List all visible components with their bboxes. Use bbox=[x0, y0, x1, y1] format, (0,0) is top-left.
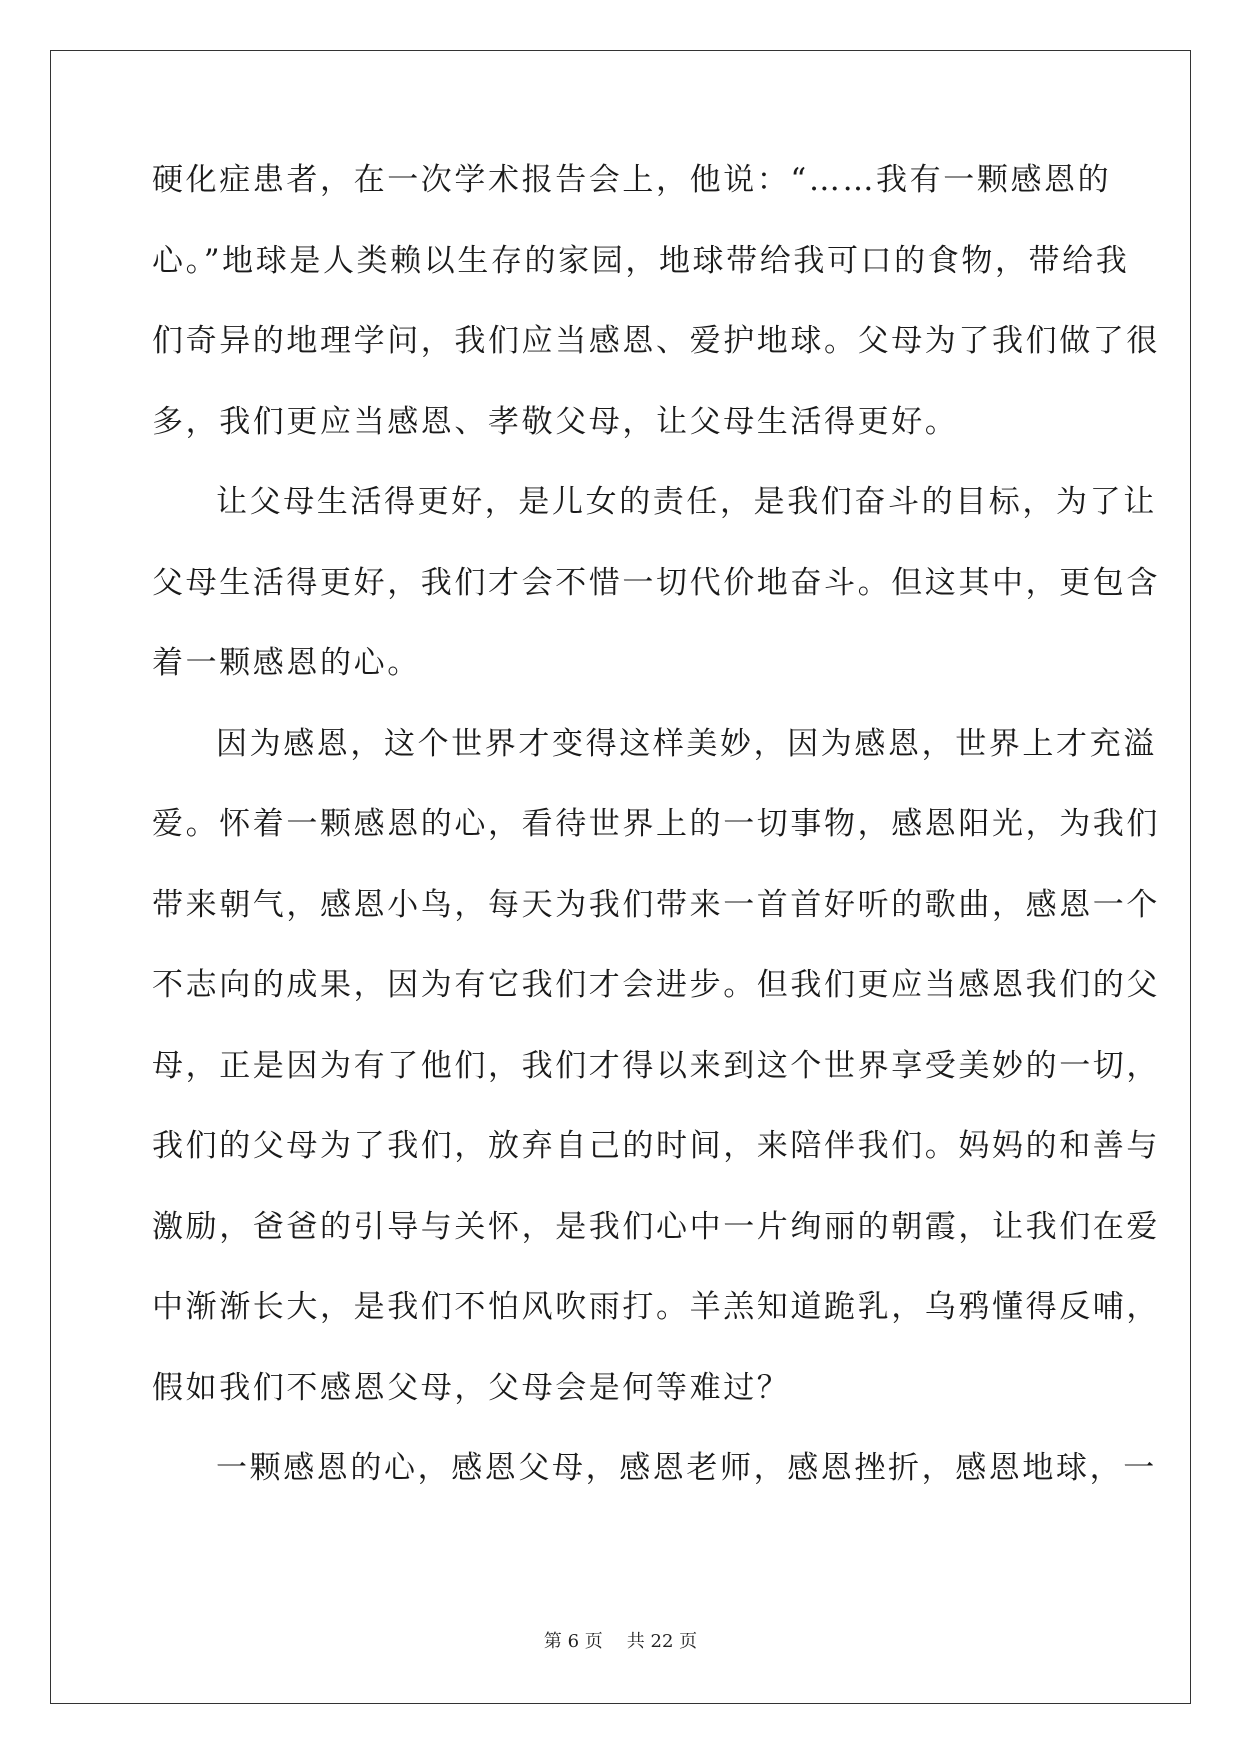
text-line-15: 中渐渐长大，是我们不怕风吹雨打。羊羔知道跪乳，乌鸦懂得反哺， bbox=[152, 1289, 1160, 1325]
text-line-6: 父母生活得更好，我们才会不惜一切代价地奋斗。但这其中，更包含 bbox=[152, 564, 1160, 601]
text-line-12: 母，正是因为有了他们，我们才得以来到这个世界享受美妙的一切， bbox=[152, 1047, 1160, 1084]
page-total: 共 22 页 bbox=[626, 1631, 698, 1652]
text-line-2: 心。”地球是人类赖以生存的家园，地球带给我可口的食物，带给我 bbox=[152, 242, 1130, 279]
text-line-8: 因为感恩，这个世界才变得这样美妙，因为感恩，世界上才充溢 bbox=[216, 725, 1157, 762]
text-line-7: 着一颗感恩的心。 bbox=[152, 645, 421, 681]
text-line-4: 多，我们更应当感恩、孝敬父母，让父母生活得更好。 bbox=[152, 403, 959, 440]
body-text bbox=[152, 160, 1160, 1529]
text-line-13: 我们的父母为了我们，放弃自己的时间，来陪伴我们。妈妈的和善与 bbox=[152, 1128, 1160, 1164]
text-line-9: 爱。怀着一颗感恩的心，看待世界上的一切事物，感恩阳光，为我们 bbox=[152, 806, 1160, 842]
text-line-11: 不志向的成果，因为有它我们才会进步。但我们更应当感恩我们的父 bbox=[152, 967, 1160, 1003]
text-line-3: 们奇异的地理学问，我们应当感恩、爱护地球。父母为了我们做了很 bbox=[152, 323, 1160, 359]
text-line-14: 激励，爸爸的引导与关怀，是我们心中一片绚丽的朝霞，让我们在爱 bbox=[152, 1208, 1160, 1245]
text-line-1: 硬化症患者，在一次学术报告会上，他说：“……我有一颗感恩的 bbox=[152, 162, 1112, 198]
text-line-16: 假如我们不感恩父母，父母会是何等难过？ bbox=[152, 1369, 791, 1406]
text-line-10: 带来朝气，感恩小鸟，每天为我们带来一首首好听的歌曲，感恩一个 bbox=[152, 886, 1160, 923]
page-footer bbox=[0, 1630, 1241, 1654]
text-line-5: 让父母生活得更好，是儿女的责任，是我们奋斗的目标，为了让 bbox=[216, 484, 1157, 520]
page-number: 第 6 页 bbox=[543, 1631, 603, 1652]
text-line-17: 一颗感恩的心，感恩父母，感恩老师，感恩挫折，感恩地球，一 bbox=[216, 1450, 1157, 1486]
